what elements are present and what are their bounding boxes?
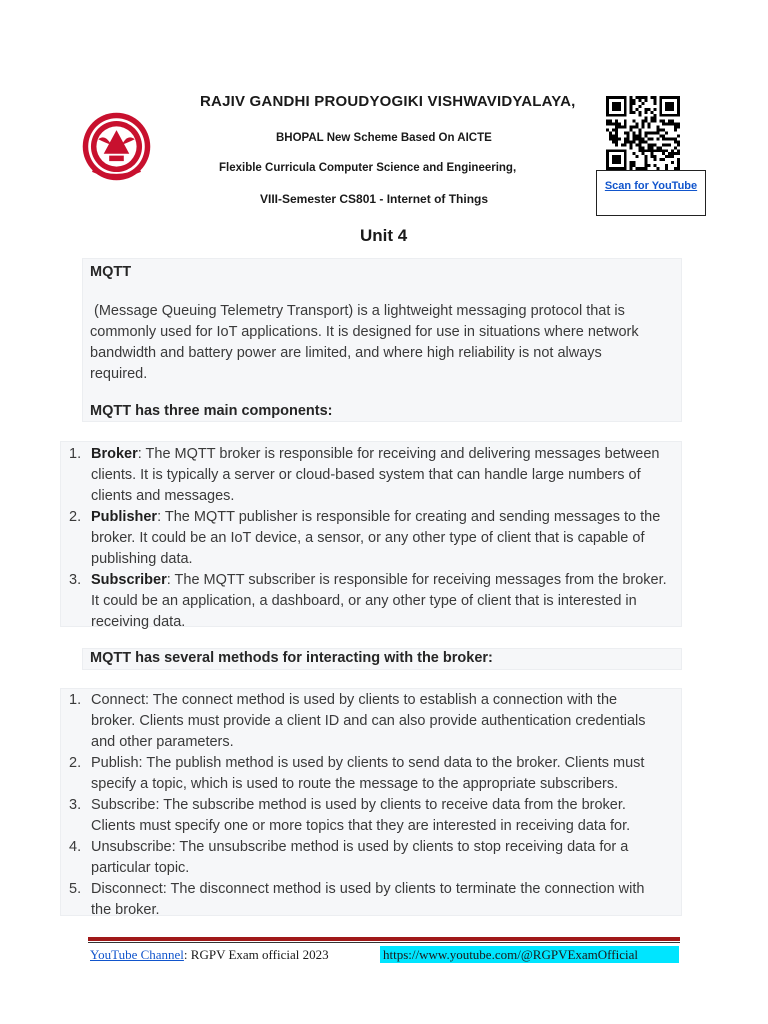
channel-name: : RGPV Exam official 2023	[183, 947, 329, 962]
component-text: It could be an application, a dashboard, or any other type of client that is interested in	[91, 593, 637, 609]
university-logo-icon	[80, 110, 153, 183]
methods-panel	[60, 688, 682, 916]
list-number: 3.	[69, 572, 82, 588]
method-text: the broker.	[91, 902, 160, 918]
method-text: Disconnect: The disconnect method is used by clients to terminate the connection with	[91, 881, 645, 897]
list-number: 5.	[69, 881, 82, 897]
methods-heading: MQTT has several methods for interacting with the broker:	[90, 650, 493, 666]
course-line: VIII-Semester CS801 - Internet of Things	[260, 192, 489, 206]
method-text: particular topic.	[91, 860, 190, 876]
mqtt-intro-panel	[82, 258, 682, 422]
mqtt-description-line: commonly used for IoT applications. It is designed for use in situations where network	[90, 324, 639, 340]
component-text: clients. It is typically a server or cloud-based system that can handle large numbers of	[91, 467, 641, 483]
component-text: broker. It could be an IoT device, a sensor, or any other type of client that is capable of	[91, 530, 645, 546]
method-text: Publish: The publish method is used by clients to send data to the broker. Clients must	[91, 755, 645, 771]
footer-rule	[88, 937, 680, 941]
university-name: RAJIV GANDHI PROUDYOGIKI VISHWAVIDYALAYA,	[200, 93, 576, 110]
mqtt-description-line: (Message Queuing Telemetry Transport) is a lightweight messaging protocol that is	[90, 303, 625, 319]
component-text: publishing data.	[91, 551, 193, 567]
list-item	[61, 507, 667, 570]
method-text: Unsubscribe: The unsubscribe method is used by clients to stop receiving data for a	[91, 839, 629, 855]
qr-code-icon[interactable]	[606, 96, 680, 170]
component-text: : The MQTT subscriber is responsible for receiving messages from the broker.	[166, 572, 667, 588]
components-panel	[60, 441, 682, 630]
list-number: 4.	[69, 839, 82, 855]
methods-list	[61, 690, 646, 921]
list-item	[61, 879, 646, 921]
mqtt-heading: MQTT	[90, 264, 132, 280]
list-number: 1.	[69, 692, 82, 708]
method-text: specify a topic, which is used to route the message to the appropriate subscribers.	[91, 776, 619, 792]
curricula-line: Flexible Curricula Computer Science and Engineering,	[219, 162, 517, 174]
mqtt-description	[90, 301, 639, 385]
methods-heading-panel	[82, 648, 682, 670]
list-item	[61, 753, 646, 795]
scan-box	[596, 170, 706, 216]
youtube-channel-link[interactable]: YouTube Channel	[90, 947, 184, 962]
method-text: Subscribe: The subscribe method is used by clients to receive data from the broker.	[91, 797, 626, 813]
method-text: Connect: The connect method is used by clients to establish a connection with the	[91, 692, 618, 708]
list-item	[61, 690, 646, 753]
method-text: and other parameters.	[91, 734, 234, 750]
component-term: Subscriber	[91, 572, 167, 588]
component-term: Publisher	[91, 509, 158, 525]
footer-channel	[90, 947, 329, 963]
component-text: : The MQTT broker is responsible for receiving and delivering messages between	[137, 446, 660, 462]
component-text: receiving data.	[91, 614, 186, 630]
list-number: 1.	[69, 446, 82, 462]
footer-rule-thin	[88, 942, 680, 943]
scan-youtube-link[interactable]: Scan for YouTube	[604, 180, 698, 192]
youtube-url[interactable]: https://www.youtube.com/@RGPVExamOfficial	[380, 946, 679, 963]
list-number: 2.	[69, 755, 82, 771]
components-heading: MQTT has three main components:	[90, 403, 333, 419]
components-list	[61, 444, 667, 633]
component-text: : The MQTT publisher is responsible for creating and sending messages to the	[157, 509, 661, 525]
list-number: 2.	[69, 509, 82, 525]
mqtt-description-line: bandwidth and battery power are limited, and where high reliability is not always	[90, 345, 602, 361]
list-item	[61, 444, 667, 507]
component-text: clients and messages.	[91, 488, 235, 504]
list-item	[61, 837, 646, 879]
unit-title: Unit 4	[360, 226, 408, 245]
list-item	[61, 570, 667, 633]
method-text: Clients must specify one or more topics that they are interested in receiving data for.	[91, 818, 631, 834]
list-item	[61, 795, 646, 837]
component-term: Broker	[91, 446, 138, 462]
method-text: broker. Clients must provide a client ID and can also provide authentication credentials	[91, 713, 646, 729]
list-number: 3.	[69, 797, 82, 813]
mqtt-description-line: required.	[90, 366, 148, 382]
scheme-line: BHOPAL New Scheme Based On AICTE	[276, 132, 492, 144]
